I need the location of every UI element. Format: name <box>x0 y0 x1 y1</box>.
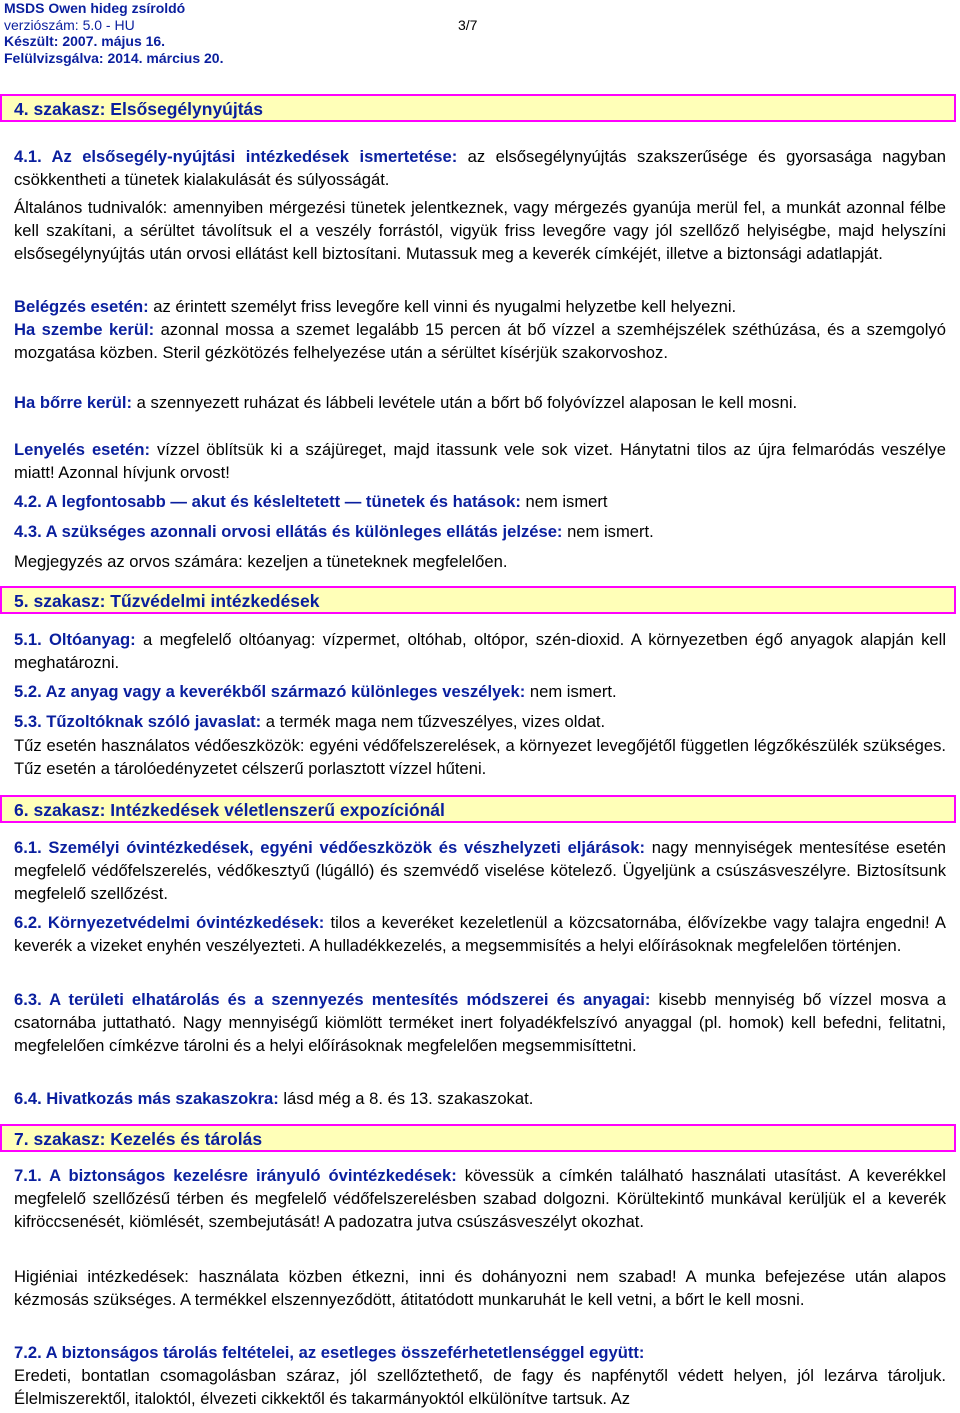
section-5-1 <box>14 628 946 674</box>
ingestion-text: vízzel öblítsük ki a szájüreget, majd itassunk vele sok vizet. Hánytatni tilos az újra felmaródás veszélye miatt! Azonnal hívjunk orvost! <box>14 440 946 483</box>
created-date: Készült: 2007. május 16. <box>4 33 166 50</box>
ingestion-heading: Lenyelés esetén: <box>14 440 151 459</box>
hygiene-measures <box>14 1265 946 1311</box>
fire-protective-text: Tűz esetén használatos védőeszközök: egyéni védőfelszerelések, a környezet levegőjétől független légzőkészülék szükséges. Tűz esetén a tárolóedényzetet célszerű porlasztott vízzel hűteni. <box>14 736 946 779</box>
section-7-title: 7. szakasz: Kezelés és tárolás <box>14 1129 263 1149</box>
sub-5-2-text: nem ismert. <box>525 682 617 701</box>
sub-5-3-heading: 5.3. Tűzoltóknak szóló javaslat: <box>14 712 262 731</box>
section-4-title: 4. szakasz: Elsősegélynyújtás <box>14 99 264 119</box>
section-6-title: 6. szakasz: Intézkedések véletlenszerű expozíciónál <box>14 800 445 820</box>
sub-5-3-text: a termék maga nem tűzveszélyes, vizes oldat. <box>261 712 606 731</box>
eye-contact-text: azonnal mossa a szemet legalább 15 percen át bő vízzel a szemhéjszélek széthúzása, és a szemgolyó mozgatása közben. Steril gézkötözés felhelyezése után a sérültet kísérjük szakorvoshoz. <box>14 320 946 363</box>
eye-contact-heading: Ha szembe kerül: <box>14 320 155 339</box>
skin-contact-text: a szennyezett ruházat és lábbeli levétele után a bőrt bő folyóvízzel alaposan le kell mosni. <box>132 393 798 412</box>
sub-6-2-heading: 6.2. Környezetvédelmi óvintézkedések: <box>14 913 325 932</box>
inhalation-text: az érintett személyt friss levegőre kell vinni és nyugalmi helyzetbe kell helyezni. <box>148 297 737 316</box>
section-5-heading <box>0 586 956 614</box>
section-7-2 <box>14 1341 946 1411</box>
sub-5-1-text: a megfelelő oltóanyag: vízpermet, oltóhab, oltópor, szén-dioxid. A környezetben égő anyagok alapján kell meghatározni. <box>14 630 947 673</box>
sub-7-2-heading: 7.2. A biztonságos tárolás feltételei, az esetleges összeférhetetlenséggel együtt: <box>14 1343 645 1362</box>
ingestion <box>14 438 946 484</box>
section-7-1 <box>14 1164 946 1234</box>
sub-4-3-text: nem ismert. <box>562 522 654 541</box>
section-4-1 <box>14 145 946 191</box>
inhalation <box>14 295 946 318</box>
sub-5-1-heading: 5.1. Oltóanyag: <box>14 630 136 649</box>
doctor-note-text: Megjegyzés az orvos számára: kezeljen a tüneteknek megfelelően. <box>14 552 508 571</box>
fire-protective-equipment <box>14 734 946 780</box>
reviewed-date: Felülvizsgálva: 2014. március 20. <box>4 49 224 66</box>
section-5-3 <box>14 710 946 733</box>
sub-6-3-heading: 6.3. A területi elhatárolás és a szennyezés mentesítés módszerei és anyagai: <box>14 990 651 1009</box>
sub-4-3-heading: 4.3. A szükséges azonnali orvosi ellátás és különleges ellátás jelzése: <box>14 522 563 541</box>
section-6-heading <box>0 795 956 823</box>
sub-6-3-text: kisebb mennyiség bő vízzel mosva a csatornába juttatható. Nagy mennyiségű kiömlött terméket inert folyadékfelszívó anyaggal (pl. homok) kell befedni, felitatni, megfelelően címkézve tárolni és a helyi előírásoknak megfelelően megsemmisíttetni. <box>14 990 946 1056</box>
doctor-note <box>14 550 946 573</box>
general-info <box>14 196 946 266</box>
section-4-2 <box>14 490 946 513</box>
sub-6-4-heading: 6.4. Hivatkozás más szakaszokra: <box>14 1089 279 1108</box>
section-5-2 <box>14 680 946 703</box>
sub-5-2-heading: 5.2. Az anyag vagy a keverékből származó különleges veszélyek: <box>14 682 526 701</box>
hygiene-text: Higiéniai intézkedések: használata közben étkezni, inni és dohányozni nem szabad! A munka befejezése után alapos kézmosás szükséges. A termékkel elszennyeződött, átitatódott munkaruhát le kell vetni, a bőrt le kell mosni. <box>14 1267 946 1310</box>
skin-contact <box>14 391 946 414</box>
page-number: 3/7 <box>458 16 478 33</box>
section-5-title: 5. szakasz: Tűzvédelmi intézkedések <box>14 591 320 611</box>
sub-4-1-heading: 4.1. Az elsősegély-nyújtási intézkedések ismertetése: <box>14 147 458 166</box>
eye-contact <box>14 318 946 364</box>
general-info-text: Általános tudnivalók: amennyiben mérgezési tünetek jelentkeznek, vagy mérgezés gyanúja merül fel, a munkát azonnal félbe kell szakítani, a sérültet távolítsuk el a veszély forrástól, vigyük friss levegőre vagy jól szellőző helyiségbe, majd helyszíni elsősegélynyújtás után orvosi ellátást kell biztosítani. Mutassuk meg a keverék címkéjét, illetve a biztonsági adatlapját. <box>14 198 946 264</box>
sub-4-2-heading: 4.2. A legfontosabb — akut és késleltetett — tünetek és hatások: <box>14 492 521 511</box>
section-6-4 <box>14 1087 946 1110</box>
sub-4-1-text: az elsősegélynyújtás szakszerűsége és gyorsasága nagyban csökkentheti a tünetek kialakulását és súlyosságát. <box>14 147 946 190</box>
document-header <box>4 0 478 66</box>
sub-6-1-text: nagy mennyiségek mentesítése esetén megfelelő védőfelszerelés, védőkesztyű (lúgálló) és szemvédő viselése kötelező. Ügyeljünk a csúszásveszélyre. Biztosítsunk megfelelő szellőzést. <box>14 838 946 904</box>
sub-6-4-text: lásd még a 8. és 13. szakaszokat. <box>278 1089 534 1108</box>
section-4-3 <box>14 520 946 543</box>
version-label: verziószám: 5.0 - HU <box>4 16 135 33</box>
section-7-heading <box>0 1124 956 1152</box>
section-4-heading <box>0 94 956 122</box>
skin-contact-heading: Ha bőrre kerül: <box>14 393 133 412</box>
section-6-1 <box>14 836 946 906</box>
sub-7-1-heading: 7.1. A biztonságos kezelésre irányuló óvintézkedések: <box>14 1166 457 1185</box>
sub-6-2-text: tilos a keveréket kezeletlenül a közcsatornába, élővízekbe vagy talajra engedni! A keverék a vizeket enyhén veszélyezteti. A hulladékkezelés, a megsemmisítés a helyi előírásoknak megfelelően történjen. <box>14 913 946 956</box>
section-6-3 <box>14 988 946 1058</box>
sub-7-1-text: kövessük a címkén található használati utasítást. A keverékkel megfelelő szellőzésű térben és megfelelő védőfelszerelésben szabad dolgozni. Körültekintő munkával kerüljük el a keverék kifröccsenését, kiömlését, szembejutását! A padozatra jutva csúszásveszélyt okozhat. <box>14 1166 946 1232</box>
sub-6-1-heading: 6.1. Személyi óvintézkedések, egyéni védőeszközök és vészhelyzeti eljárások: <box>14 838 646 857</box>
document-title: MSDS Owen hideg zsíroldó <box>4 0 186 16</box>
section-6-2 <box>14 911 946 957</box>
sub-4-2-text: nem ismert <box>520 492 608 511</box>
sub-7-2-text: Eredeti, bontatlan csomagolásban száraz, jól szellőztethető, de fagy és napfénytől védett helyen, jól lezárva tároljuk. Élelmiszerektől, italoktól, élvezeti cikkektől és takarmányoktól elkülönítve tartsuk. Az <box>14 1366 946 1409</box>
inhalation-heading: Belégzés esetén: <box>14 297 149 316</box>
